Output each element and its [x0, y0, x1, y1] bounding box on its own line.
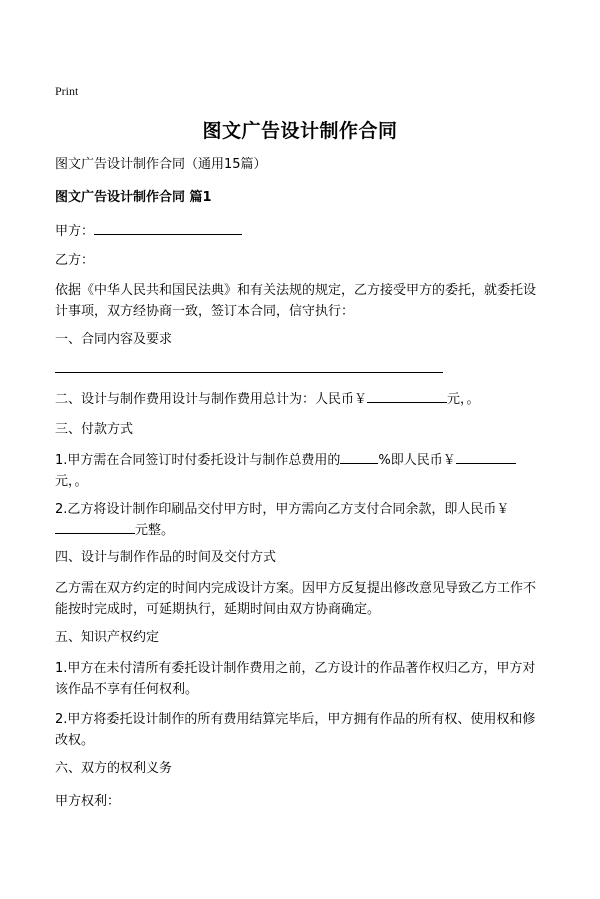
party-b-label: 乙方：: [55, 253, 95, 268]
payment1-text-b: %即人民币￥: [378, 453, 456, 468]
payment1-paragraph: [55, 450, 545, 492]
clause1-blank-line: [55, 372, 443, 373]
payment1-percent-blank: [340, 450, 378, 464]
ip-paragraph-2: 2.甲方将委托设计制作的所有费用结算完毕后，甲方拥有作品的所有权、使用权和修改权。: [55, 712, 536, 748]
party-a-blank: [94, 221, 242, 235]
intro-paragraph: 依据《中华人民共和国民法典》和有关法规的规定，乙方接受甲方的委托，就委托设计事项，双方经协商一致，签订本合同，信守执行：: [55, 283, 537, 319]
payment2-text-b: 元整。: [135, 523, 175, 538]
payment1-text-c: 元，。: [55, 474, 88, 489]
clause6-heading: 六、双方的权利义务: [55, 761, 173, 776]
payment2-text-a: 2.乙方将设计制作印刷品交付甲方时，甲方需向乙方支付合同余款，即人民币￥: [55, 502, 510, 517]
document-subtitle: 图文广告设计制作合同（通用15篇）: [55, 157, 267, 172]
clause2-suffix: 元，。: [447, 392, 480, 407]
clause2-prefix: 二、设计与制作费用设计与制作费用总计为：人民币￥: [55, 392, 368, 407]
document-title: 图文广告设计制作合同: [202, 120, 398, 142]
party-a-line: [55, 221, 242, 240]
clause2-amount-blank: [367, 389, 447, 403]
party-a-label: 甲方：: [55, 224, 95, 239]
clause4-heading: 四、设计与制作作品的时间及交付方式: [55, 550, 277, 565]
clause5-heading: 五、知识产权约定: [55, 630, 160, 645]
clause1-heading: 一、合同内容及要求: [55, 332, 173, 347]
clause3-heading: 三、付款方式: [55, 422, 134, 437]
clause2-line: [55, 389, 480, 408]
payment1-amount-blank: [456, 450, 516, 464]
clause4-paragraph: 乙方需在双方约定的时间内完成设计方案。因甲方反复提出修改意见导致乙方工作不能按时完成时，可延期执行，延期时间由双方协商确定。: [55, 581, 537, 617]
ip-paragraph-1: 1.甲方在未付清所有委托设计制作费用之前，乙方设计的作品著作权归乙方，甲方对该作品不享有任何权利。: [55, 661, 536, 697]
payment2-paragraph: [55, 499, 545, 541]
print-label: Print: [55, 84, 79, 98]
payment2-amount-blank: [55, 520, 135, 534]
party-a-rights-label: 甲方权利：: [55, 794, 121, 809]
payment1-text-a: 1.甲方需在合同签订时付委托设计与制作总费用的: [55, 453, 341, 468]
section-heading: 图文广告设计制作合同 篇1: [55, 190, 212, 205]
